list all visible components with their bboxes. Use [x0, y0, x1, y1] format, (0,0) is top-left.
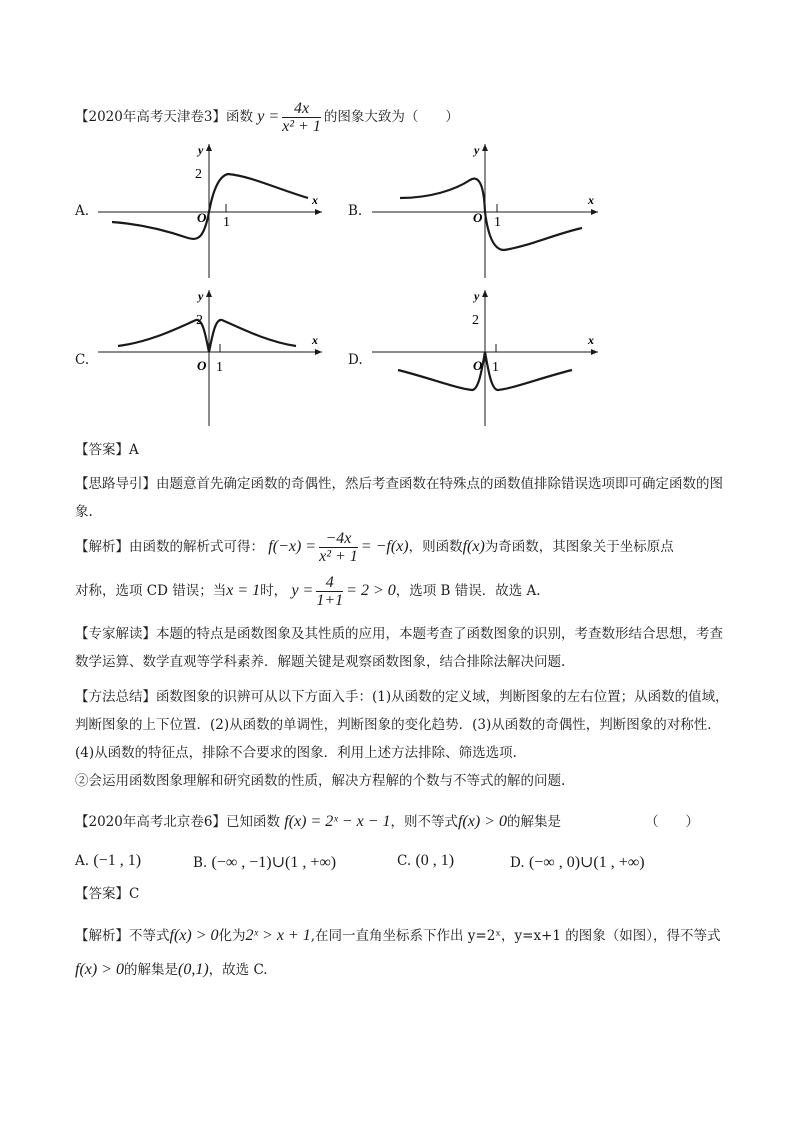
q2-choice-c: [397, 852, 454, 870]
q1-analysis-fx: f(x): [462, 538, 485, 555]
q2-choice-a: [75, 852, 141, 870]
q1-analysis-x1: x = 1: [226, 582, 261, 599]
q2-stem: [75, 812, 561, 832]
q1-analysis-d: 对称，选项 CD 错误；当: [75, 583, 227, 599]
q2-source: 【2020年高考北京卷6】: [75, 814, 226, 830]
q1-analysis-yden: 1+1: [316, 592, 344, 609]
q1-note: ②会运用函数图象理解和研究函数的性质，解决方程解的个数与不等式的解的问题.: [75, 773, 566, 789]
graph-d-tick-x: 1: [492, 360, 499, 375]
q1-method: [75, 683, 730, 767]
graph-c-tick-x: 1: [216, 360, 223, 375]
q1-analysis-y: y =: [291, 582, 314, 599]
q1-stem-pre: 函数: [225, 109, 253, 125]
q2-choice-d-label: D.: [510, 855, 525, 871]
q2-choice-a-value: (−1 , 1): [93, 852, 142, 869]
graph-d-tick-y: 2: [472, 313, 479, 328]
graph-b: [372, 143, 598, 278]
q2-choice-b: [193, 852, 336, 872]
q1-analysis-end: ，选项 B 错误．故选 A.: [395, 583, 541, 599]
q1-source: 【2020年高考天津卷3】: [75, 109, 226, 125]
q2-analysis-e: ，故选 C.: [208, 962, 268, 978]
q1-analysis-f2: = −f(x): [360, 538, 409, 555]
q2-choice-b-value: (−∞ , −1)∪(1 , +∞): [211, 854, 337, 871]
q2-analysis-ineq: f(x) > 0: [169, 927, 219, 944]
graph-a-y-label: y: [198, 143, 204, 157]
graph-c: [98, 289, 322, 426]
q2-stem-a: 已知函数: [225, 814, 280, 830]
graph-b-x-label: x: [588, 193, 594, 207]
graph-c-tick-y: 2: [196, 313, 203, 328]
q1-func-num: 4x: [282, 100, 321, 118]
q1-guide-tag: 【思路导引】: [75, 476, 156, 492]
q1-analysis-ynum: 4: [316, 574, 343, 592]
q1-func-y: y =: [257, 108, 280, 125]
q2-analysis-set: (0,1): [178, 961, 209, 978]
graph-a-tick-x: 1: [223, 215, 230, 230]
q2-analysis-tag: 【解析】: [75, 928, 129, 944]
q1-func-den: x² + 1: [282, 118, 321, 135]
q1-analysis-line1: [75, 530, 674, 564]
q2-choice-a-label: A.: [75, 853, 90, 869]
option-a-label: A.: [75, 203, 90, 219]
q1-expert-text: 本题的特点是函数图象及其性质的应用，本题考查了函数图象的识别，考查数形结合思想，考查数学运算、数学直观等学科素养．解题关键是观察函数图象，结合排除法解决问题.: [75, 626, 723, 670]
q1-analysis-fnum: −4x: [319, 530, 358, 548]
q1-guide-text: 由题意首先确定函数的奇偶性，然后考查函数在特殊点的函数值排除错误选项即可确定函数的图象.: [75, 476, 723, 520]
q2-analysis-line1: [75, 926, 721, 946]
q2-stem-c: 的解集是: [506, 814, 561, 830]
q1-analysis-c: 为奇函数，其图象关于坐标原点: [484, 539, 674, 555]
q1-func-fraction: [282, 100, 321, 135]
q1-stem: [75, 100, 459, 134]
q1-analysis-tag: 【解析】: [75, 539, 129, 555]
q2-analysis-c: ,在同一直角坐标系下作出 y=2ˣ，y=x+1 的图象（如图），得不等式: [310, 928, 721, 944]
graph-b-origin: O: [473, 210, 483, 225]
q1-analysis-line2: [75, 574, 541, 608]
graph-a-origin: O: [197, 210, 207, 225]
graph-b-y-label: y: [474, 143, 480, 157]
q2-choice-b-label: B.: [193, 855, 208, 871]
q1-analysis-a: 由函数的解析式可得：: [129, 539, 264, 555]
q2-stem-ineq: f(x) > 0: [457, 813, 507, 830]
q2-analysis-b: 化为: [218, 928, 246, 944]
q1-method-tag: 【方法总结】: [75, 689, 156, 705]
q1-analysis-fden: x² + 1: [319, 548, 358, 565]
q2-analysis-line2: [75, 960, 268, 980]
graph-c-x-label: x: [312, 333, 318, 347]
q2-choice-c-value: (0 , 1): [415, 852, 455, 869]
q1-expert-tag: 【专家解读】: [75, 626, 156, 642]
graph-a-tick-y: 2: [195, 167, 202, 182]
q2-choice-c-label: C.: [397, 853, 412, 869]
q2-analysis-ineq2: 2ˣ > x + 1: [245, 927, 311, 944]
q1-expert: [75, 620, 730, 676]
q1-analysis-e: 时，: [260, 583, 288, 599]
q1-answer: 【答案】A: [75, 442, 139, 458]
graph-d-x-label: x: [588, 333, 594, 347]
q1-analysis-f: f(−x) =: [268, 538, 317, 555]
option-d-label: D.: [348, 352, 363, 368]
q2-stem-b: ，则不等式: [390, 814, 458, 830]
q1-analysis-b: ，则函数: [408, 539, 463, 555]
graph-c-y-label: y: [198, 289, 204, 303]
graph-d: [372, 289, 598, 426]
graph-a-x-label: x: [312, 193, 318, 207]
q1-stem-post: 的图象大致为（ ）: [323, 109, 459, 125]
q1-analysis-yfraction: [316, 574, 343, 609]
q2-analysis-d: 的解集是: [124, 962, 178, 978]
option-b-label: B.: [348, 203, 363, 219]
graph-d-origin: O: [473, 358, 483, 373]
q2-analysis-a: 不等式: [129, 928, 170, 944]
q1-method-text: 函数图象的识辨可从以下方面入手：(1)从函数的定义域，判断图象的左右位置；从函数的值域，判断图象的上下位置．(2)从函数的单调性，判断图象的变化趋势．(3)从函数的奇偶性，判断图象的对称性．(4)从函数的特征点，排除不合要求的图象．利用上述方法排除、筛选选项.: [75, 689, 729, 761]
q1-analysis-fraction: [319, 530, 358, 565]
graph-b-tick-x: 1: [494, 215, 501, 230]
q2-stem-func: f(x) = 2ˣ − x − 1: [284, 813, 391, 830]
graph-a: [98, 143, 322, 278]
option-graphs: [0, 138, 794, 438]
option-c-label: C.: [75, 352, 90, 368]
q2-choice-d: [510, 852, 645, 872]
graph-d-y-label: y: [474, 289, 480, 303]
q2-answer: 【答案】C: [75, 886, 140, 902]
graph-c-origin: O: [197, 358, 207, 373]
q1-guide: [75, 470, 730, 526]
q2-paren: （ ）: [645, 814, 699, 830]
q1-analysis-y2: = 2 > 0: [346, 582, 396, 599]
q2-analysis-ineq3: f(x) > 0: [75, 961, 124, 978]
q2-choice-d-value: (−∞ , 0)∪(1 , +∞): [528, 854, 645, 871]
